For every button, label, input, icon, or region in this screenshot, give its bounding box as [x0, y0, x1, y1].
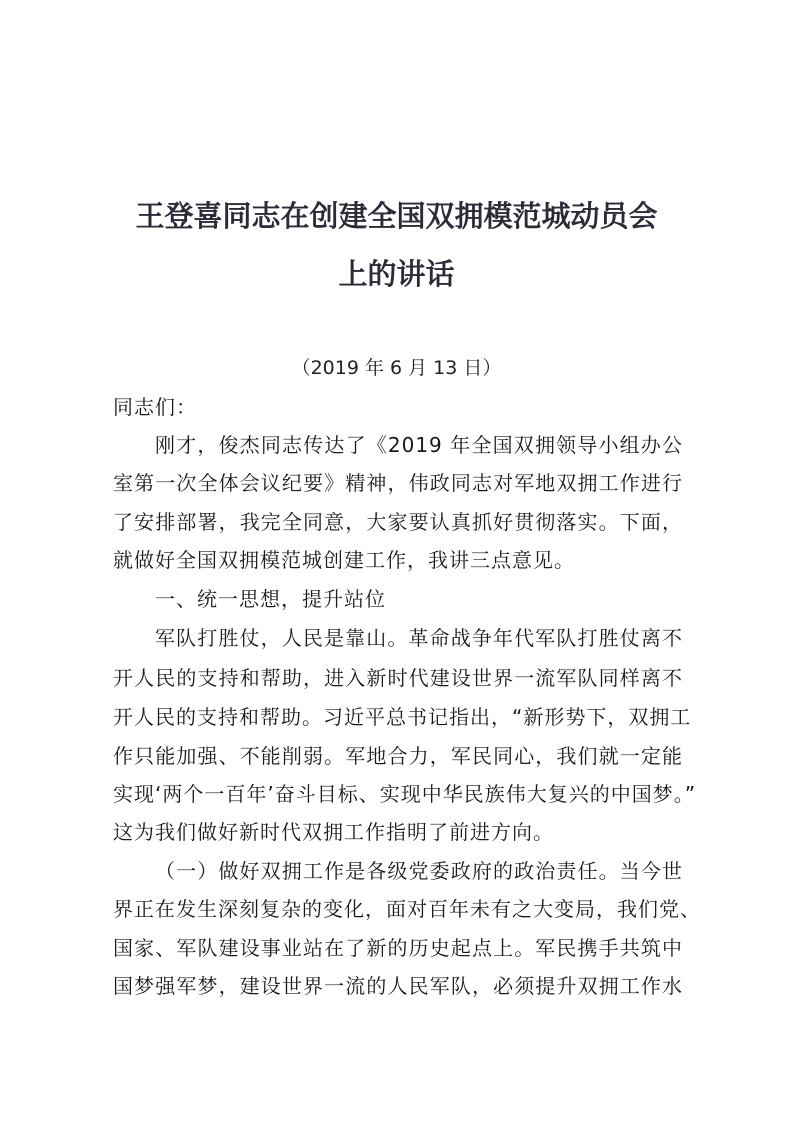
speech-date: （2019 年 6 月 13 日）	[291, 357, 502, 379]
subsection-heading-1: （一）做好双拥工作是各级党委政府的政治责任。当今世	[155, 859, 683, 883]
paragraph-line: 刚才，俊杰同志传达了《2019 年全国双拥领导小组办公	[155, 433, 683, 457]
salutation: 同志们：	[113, 395, 197, 419]
paragraph-line: 开人民的支持和帮助，进入新时代建设世界一流军队同样离不	[113, 666, 683, 690]
paragraph-line: 国梦强军梦，建设世界一流的人民军队，必须提升双拥工作水	[113, 974, 683, 998]
document-title-line-1: 王登喜同志在创建全国双拥模范城动员会	[135, 199, 658, 233]
section-heading-1: 一、统一思想，提升站位	[155, 587, 386, 611]
paragraph-line: 室第一次全体会议纪要》精神，伟政同志对军地双拥工作进行	[113, 471, 683, 495]
paragraph-line: 军队打胜仗，人民是靠山。革命战争年代军队打胜仗离不	[155, 626, 683, 650]
paragraph-line: 国家、军队建设事业站在了新的历史起点上。军民携手共筑中	[113, 936, 683, 960]
paragraph-line: 界正在发生深刻复杂的变化，面对百年未有之大变局，我们党、	[113, 897, 701, 921]
paragraph-line: 实现‘两个一百年’奋斗目标、实现中华民族伟大复兴的中国梦。”	[113, 782, 697, 806]
paragraph-line: 了安排部署，我完全同意，大家要认真抓好贯彻落实。下面，	[113, 510, 683, 534]
paragraph-line: 就做好全国双拥模范城创建工作，我讲三点意见。	[113, 548, 575, 572]
paragraph-line: 开人民的支持和帮助。习近平总书记指出，“新形势下，双拥工	[113, 705, 692, 729]
paragraph-line: 这为我们做好新时代双拥工作指明了前进方向。	[113, 820, 554, 844]
paragraph-line: 作只能加强、不能削弱。军地合力，军民同心，我们就一定能	[113, 744, 683, 768]
document-title-line-2: 上的讲话	[338, 257, 455, 291]
